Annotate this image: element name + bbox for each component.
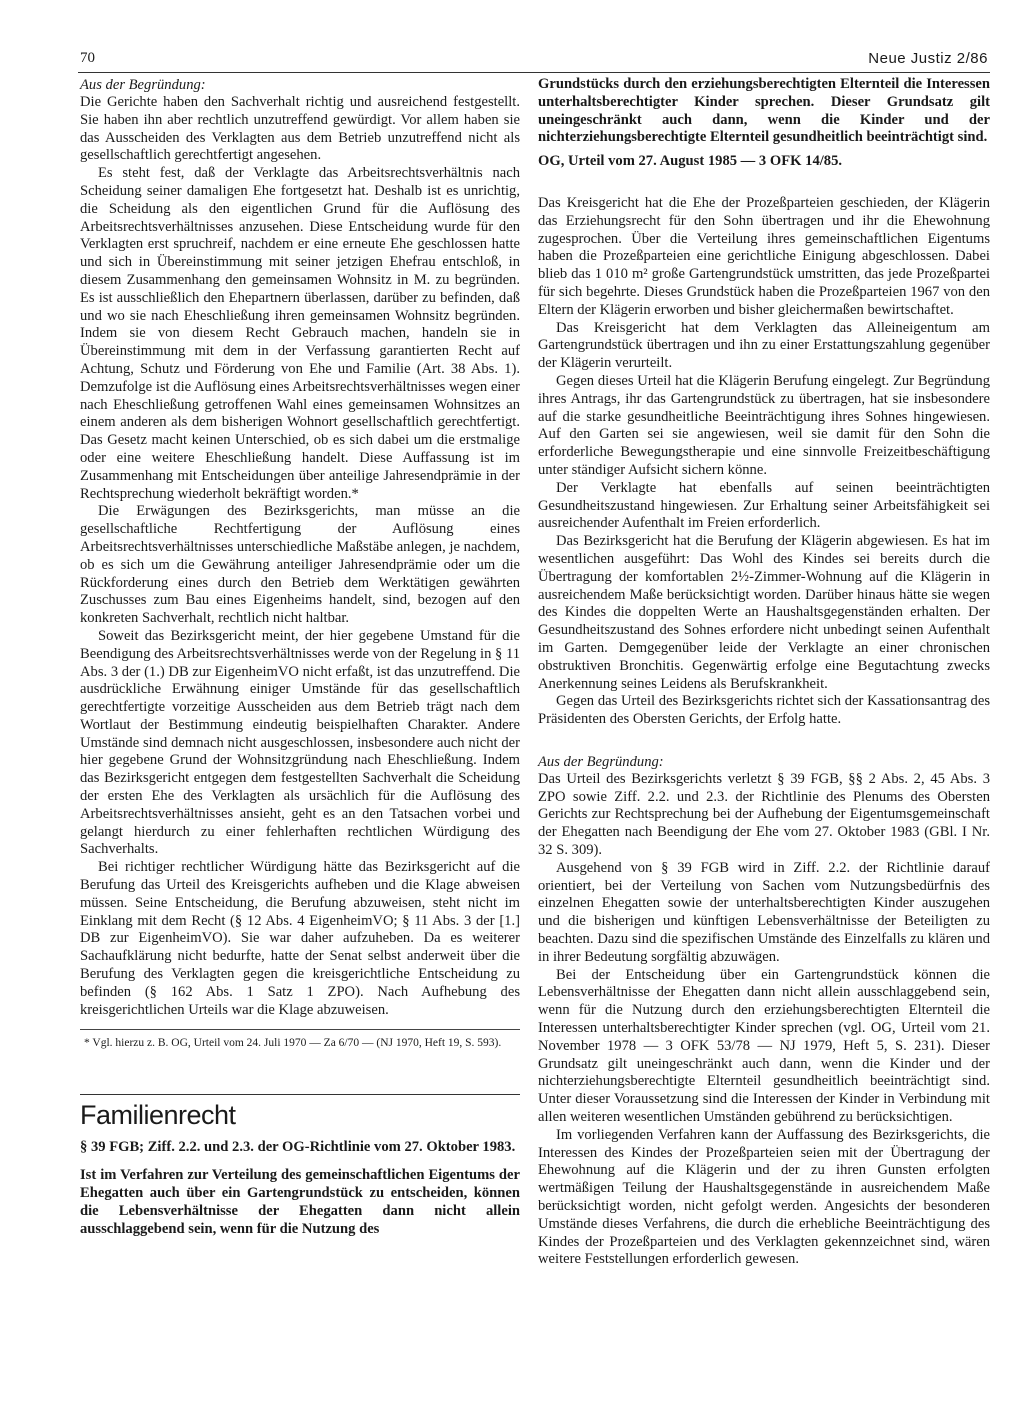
paragraph: Der Verklagte hat ebenfalls auf seinen beeinträchtigten Gesundheitszustand hingewiesen. Zur Erhaltung seiner Arbeitsfähigkeit sei ausreichender Aufenthalt im Freien erforderlich. (538, 479, 990, 532)
headnote-continued: Grundstücks durch den erziehungsberechtigten Elternteil die Interessen unterhaltsberechtigter Kinder sprechen. Dieser Grundsatz gilt uneingeschränkt auch dann, wenn die Kinder und der nichterziehungsberechtigte Elternteil gesundheitlich beeinträchtigt sind. (538, 76, 990, 146)
paragraph: Im vorliegenden Verfahren kann der Auffassung des Bezirksgerichts, die Interessen des Kindes der Prozeßparteien seien mit der Übertragung der Ehewohnung auf die Klägerin und der zu ihren Gunsten erfolgten wertmäßigen Teilung der Haushaltsgegenstände in ausreichendem Maße berücksichtigt worden, nicht gefolgt werden. Angesichts der besonderen Umstände dieses Verfahrens, die durch die erhebliche Beeinträchtigung des Kindes der Prozeßparteien und des Verklagten gekennzeichnet sind, wären weitere Feststellungen erforderlich gewesen. (538, 1126, 990, 1268)
paragraph: Die Gerichte haben den Sachverhalt richtig und ausreichend festgestellt. Sie haben ihn aber rechtlich unzutreffend gewürdigt. Vor allem haben sie das Ausscheiden des Verklagten aus dem Betrieb unzutreffend nicht als gesellschaftlich gerechtfertigt angesehen. (80, 94, 520, 164)
paragraph: Das Bezirksgericht hat die Berufung der Klägerin abgewiesen. Es hat im wesentlichen ausgeführt: Das Wohl des Kindes sei bereits durch die Übertragung der komfortablen 2½-Zimmer-Wohnung auf die Klägerin in ausreichendem Maße berücksichtigt worden. Darüber hinaus hätte sie wegen des Kindes die doppelten Werte an Haushaltsgegenständen erhalten. Der Gesundheitszustand des Sohnes erfordere nicht unbedingt seinen Aufenthalt im Garten. Demgegenüber leide der Verklagte an einer chronischen obstruktiven Bronchitis. Gegenwärtig erfolge eine Begutachtung zwecks Anerkennung seines Leidens als Berufskrankheit. (538, 533, 990, 692)
paragraph: Das Kreisgericht hat dem Verklagten das Alleineigentum am Gartengrundstück übertragen und ihn zu einer Erstattungszahlung gegenüber der Klägerin verurteilt. (538, 319, 990, 372)
subheading-begruendung: Aus der Begründung: (80, 77, 206, 93)
paragraph: Bei richtiger rechtlicher Würdigung hätte das Bezirksgericht auf die Berufung das Urteil des Kreisgerichts aufheben und die Klage abweisen müssen. Seine Entscheidung, die Berufung abzuweisen, steht nicht im Einklang mit dem Recht (§ 12 Abs. 4 EigenheimVO; § 11 Abs. 3 der [1.] DB zur EigenheimVO). Sie war daher aufzuheben. Da es weiterer Sachaufklärung nicht bedurfte, hatte der Senat selbst anderweit über die Berufung des Verklagten gegen die kreisgerichtliche Entscheidung zu befinden (§ 162 Abs. 1 Satz 1 ZPO). Nach Aufhebung des kreisgerichtlichen Urteils war die Klage abzuweisen. (80, 859, 520, 1018)
paragraph: Bei der Entscheidung über ein Gartengrundstück können die Lebensverhältnisse der Ehegatten dann nicht allein ausschlaggebend sein, wenn für die Nutzung durch den erziehungsberechtigten Elternteil die Interessen unterhaltsberechtigter Kinder sprechen (vgl. OG, Urteil vom 21. November 1978 — 3 OFK 53/78 — NJ 1979, Heft 5, S. 231). Dieser Grundsatz gilt uneingeschränkt auch dann, wenn die Kinder und der nichterziehungsberechtigte Elternteil gesundheitlich beeinträchtigt sind. Unter dieser Voraussetzung sind die Interessen der Kinder in Verbindung mit allen weiteren wesentlichen Umständen gebührend zu berücksichtigen. (538, 966, 990, 1126)
footnote-rule (80, 1029, 520, 1030)
legal-citation: § 39 FGB; Ziff. 2.2. und 2.3. der OG-Richtlinie vom 27. Oktober 1983. (80, 1139, 516, 1156)
paragraph: Ausgehend von § 39 FGB wird in Ziff. 2.2. der Richtlinie darauf orientiert, bei der Verteilung von Sachen vom Nutzungsbedürfnis des einzelnen Ehegatten sowie der unterhaltsberechtigten Kinder auszugehen und die bisherigen und künftigen Lebensverhältnisse der Beteiligten zu beachten. Dazu sind die spezifischen Umstände des Einzelfalls zu klären und in ihrer Bedeutung sorgfältig abzuwägen. (538, 859, 990, 965)
header-rule (78, 72, 990, 73)
headnote: Ist im Verfahren zur Verteilung des gemeinschaftlichen Eigentums der Ehegatten auch über ein Gartengrundstück zu entscheiden, können die Lebensverhältnisse der Ehegatten dann nicht allein ausschlaggebend sein, wenn für die Nutzung des (80, 1167, 520, 1237)
paragraph: Das Urteil des Bezirksgerichts verletzt § 39 FGB, §§ 2 Abs. 2, 45 Abs. 3 ZPO sowie Ziff. 2.2. und 2.3. der Richtlinie des Plenums des Obersten Gerichts zur Rechtsprechung bei der Aufhebung der Eigentumsgemeinschaft der Ehegatten nach Beendigung der Ehe vom 27. Oktober 1983 (GBl. I Nr. 32 S. 309). (538, 770, 990, 859)
footnote: * Vgl. hierzu z. B. OG, Urteil vom 24. Juli 1970 — Za 6/70 — (NJ 1970, Heft 19, S. 593). (84, 1037, 502, 1050)
paragraph: Es steht fest, daß der Verklagte das Arbeitsrechtsverhältnis nach Scheidung seiner damaligen Ehe fortgesetzt hat. Deshalb ist es unrichtig, die Scheidung als den eigentlichen Grund für die Auflösung des Arbeitsrechtsverhältnisses anzusehen. Diese Entscheidung wurde für den Verklagten erst spruchreif, nachdem er eine erneute Ehe geschlossen hatte und sich in Übereinstimmung mit seiner jetzigen Ehefrau entschloß, in diesem Zusammenhang den gemeinsamen Wohnsitz in M. zu begründen. Es ist ausschließlich den Ehepartnern überlassen, darüber zu befinden, daß und wo sie nach Eheschließung ihren gemeinsamen Wohnsitz begründen. Indem sie von diesem Recht Gebrauch machen, handeln sie in Übereinstimmung mit dem in der Verfassung garantierten Recht auf Achtung, Schutz und Förderung von Ehe und Familie (Art. 38 Abs. 1). Demzufolge ist die Auflösung eines Arbeitsrechtsverhältnisses wegen einer nach Eheschließung getroffenen Wahl eines gemeinsamen Wohnsitzes an einem anderen als dem bisherigen Wohnort gesellschaftlich gerechtfertigt. Das Gesetz macht keinen Unterschied, ob es sich dabei um die erstmalige oder eine weitere Eheschließung handelt. Diese Auffassung ist im Zusammenhang mit Entscheidungen über anteilige Jahresendprämie in der Rechtsprechung wiederholt bekräftigt worden.* (80, 165, 520, 502)
left-column (80, 76, 520, 1238)
page-number: 70 (80, 50, 95, 66)
right-column (538, 76, 990, 1269)
paragraph: Das Kreisgericht hat die Ehe der Prozeßparteien geschieden, der Klägerin das Erziehungsrecht für den Sohn übertragen und ihr die Ehewohnung zugesprochen. Über die Verteilung ihres gemeinschaftlichen Eigentums haben die Prozeßparteien eine gerichtliche Einigung abgeschlossen. Dabei blieb das 1 010 m² große Gartengrundstück umstritten, das jede Prozeßpartei für sich begehrte. Dieses Grundstück haben die Prozeßparteien 1967 von den Eltern der Klägerin erworben und bisher gleichermaßen bewirtschaftet. (538, 194, 990, 318)
section-title: Familienrecht (80, 1100, 236, 1131)
court-reference: OG, Urteil vom 27. August 1985 — 3 OFK 14/85. (538, 153, 843, 170)
paragraph: Gegen dieses Urteil hat die Klägerin Berufung eingelegt. Zur Begründung ihres Antrags, ihr das Gartengrundstück zu übertragen, hat sie insbesondere auf die starke gesundheitliche Beeinträchtigung ihres Sohnes hingewiesen. Auf den Garten sei sie angewiesen, weil sie damit für den Sohn die erforderliche Bewegungstherapie und eine sinnvolle Freizeitbeschäftigung unter ständiger Aufsicht sichern könne. (538, 372, 990, 478)
section-rule (80, 1094, 520, 1095)
paragraph: Die Erwägungen des Bezirksgerichts, man müsse an die gesellschaftliche Rechtfertigung der Auflösung eines Arbeitsrechtsverhältnisses unterschiedliche Maßstäbe anlegen, je nachdem, ob es sich um die Gewährung anteiliger Jahresendprämie oder um die Rückforderung eines durch den Betrieb dem Werktätigen gewährten Zuschusses zum Bau eines Eigenheims handelt, sind, bezogen auf den konkreten Sachverhalt, rechtlich nicht haltbar. (80, 503, 520, 627)
paragraph: Soweit das Bezirksgericht meint, der hier gegebene Umstand für die Beendigung des Arbeitsrechtsverhältnisses werde von der Regelung in § 11 Abs. 3 der (1.) DB zur EigenheimVO nicht erfaßt, ist das unzutreffend. Die ausdrückliche Erwähnung einiger Umstände für das gesellschaftlich gerechtfertigte vorzeitige Ausscheiden aus dem Betrieb trägt nach dem Wortlaut der Bestimmung eindeutig beispielhaften Charakter. Andere Umstände sind demnach nicht ausgeschlossen, insbesondere auch nicht der hier gegebene Grund der Wohnsitzgründung nach Eheschließung. Indem das Bezirksgericht entgegen dem festgestellten Sachverhalt die Scheidung der ersten Ehe des Verklagten als ursächlich für die Auflösung des Arbeitsrechtsverhältnisses ansieht, geht es an den Tatsachen vorbei und gelangt hierdurch zu einer fehlerhaften rechtlichen Würdigung des Sachverhalts. (80, 627, 521, 858)
subheading-begruendung: Aus der Begründung: (538, 753, 664, 770)
paragraph: Gegen das Urteil des Bezirksgerichts richtet sich der Kassationsantrag des Präsidenten des Obersten Gerichts, der Erfolg hatte. (538, 693, 990, 728)
journal-title: Neue Justiz 2/86 (868, 50, 988, 67)
